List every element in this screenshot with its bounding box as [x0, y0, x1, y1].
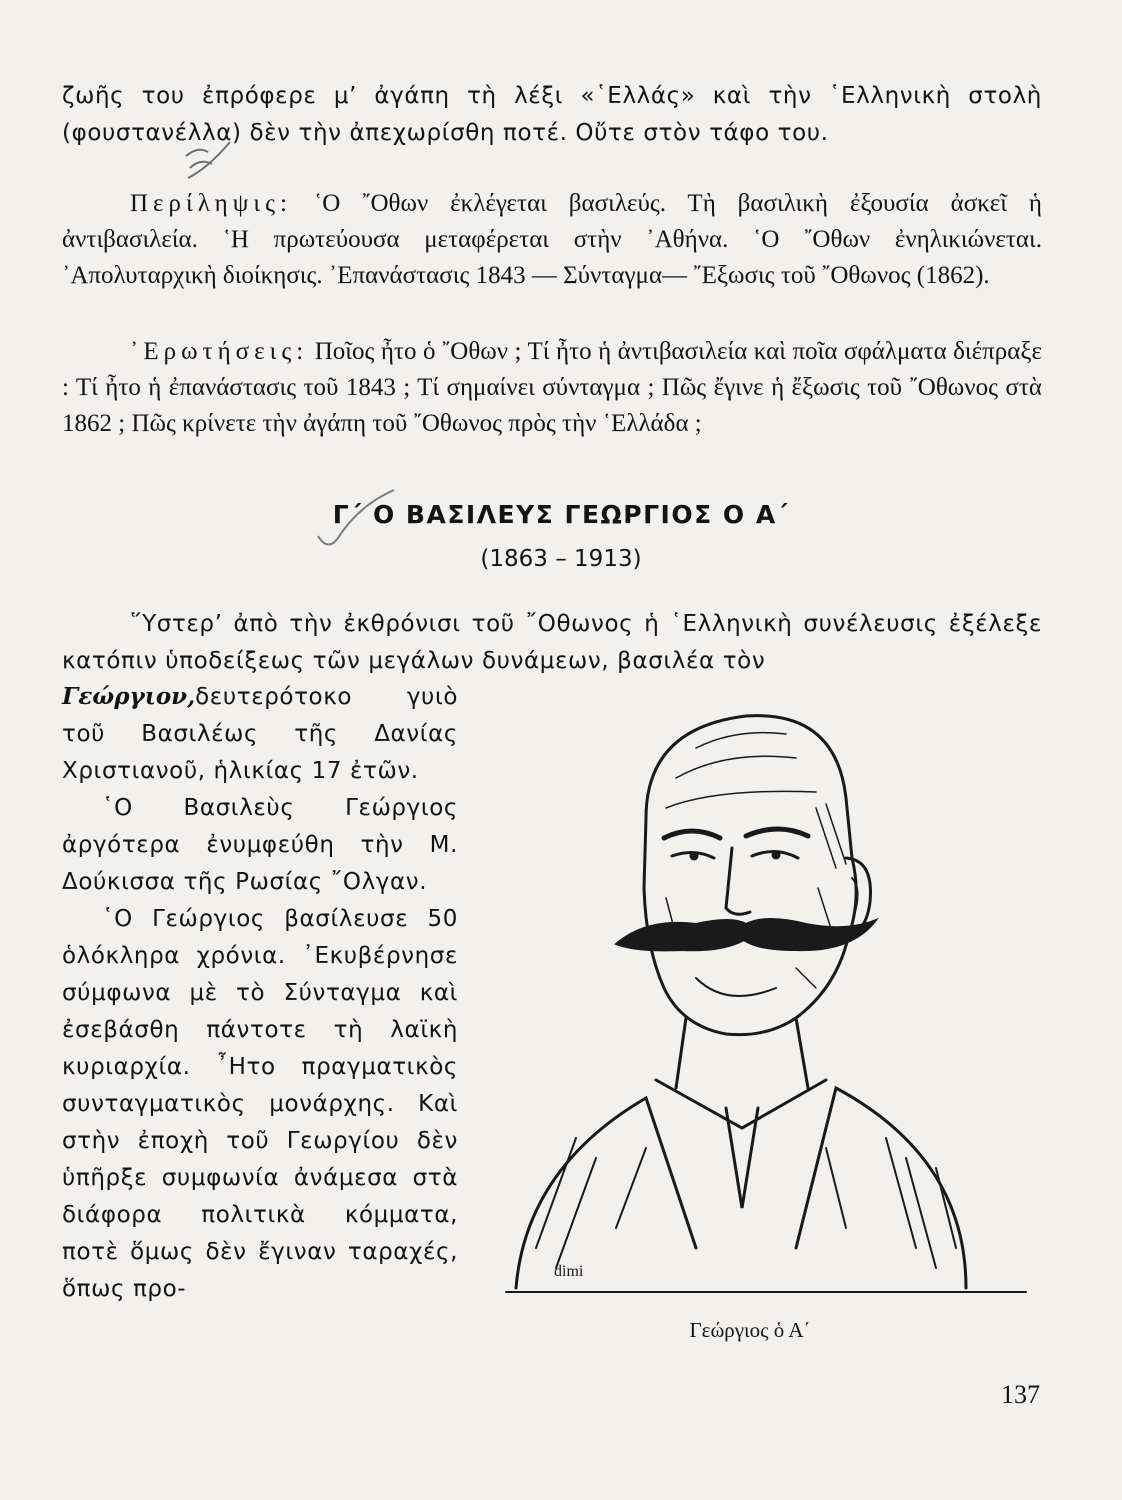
page-number: 137 [1001, 1380, 1040, 1409]
figure-caption: Γεώργιος ὁ Α΄ [689, 1318, 811, 1342]
intro-paragraph: ζωῆς του ἐπρόφερε μ’ ἀγάπη τὴ λέξι «῾Ελλάς» καὶ τὴν ῾Ελληνικὴ στολὴ (φουστανέλλα) δὲν τὴν ἀπεχωρίσθη ποτέ. Οὔτε στὸν τάφο του. [62, 83, 1042, 146]
summary-paragraph [62, 186, 1042, 294]
summary-text: ῾Ο ῎Οθων ἐκλέγεται βασιλεύς. Τὴ βασιλικὴ ἐξουσία ἀσκεῖ ἡ ἀντιβασιλεία. ῾Η πρωτεύουσα μεταφέρεται στὴν ᾿Αθήνα. ῾Ο ῎Οθων ἐνηλικιώνεται. ᾿Απολυταρχικὴ διοίκησις. ᾿Επανάστασις 1843 — Σύνταγμα— ῎Εξωσις τοῦ ῎Οθωνος (1862). [62, 190, 1043, 289]
summary-label: Περίληψις: [130, 190, 292, 217]
questions-label: ᾿Ερωτήσεις: [130, 338, 309, 365]
questions-paragraph [62, 334, 1042, 442]
body-paragraph-1-rest: δευτερότοκο γυιὸ τοῦ Βασιλέως τῆς Δανίας Χριστιανοῦ, ἡλικίας 17 ἐτῶν. [62, 684, 458, 784]
pencil-mark-icon [178, 138, 238, 188]
name-emphasis: Γεώργιον, [62, 683, 196, 710]
left-text-column [62, 678, 458, 1308]
questions-text: Ποῖος ἦτο ὁ ῎Οθων ; Τί ἦτο ἡ ἀντιβασιλεία καὶ ποῖα σφάλματα διέπραξε : Τί ἦτο ἡ ἐπανάστασις τοῦ 1843 ; Τί σημαίνει σύνταγμα ; Πῶς ἔγινε ἡ ἔξωσις τοῦ ῎Οθωνος στὰ 1862 ; Πῶς κρίνετε τὴν ἀγάπη τοῦ ῎Οθωνος πρὸς τὴν ῾Ελλάδα ; [62, 338, 1042, 437]
body-paragraph-1-continued [62, 678, 458, 790]
portrait-illustration [496, 688, 1036, 1300]
body-paragraph-2: ῾Ο Βασιλεὺς Γεώργιος ἀργότερα ἐνυμφεύθη τὴν Μ. Δούκισσα τῆς Ρωσίας ῎Ολγαν. [62, 795, 458, 895]
body-paragraph-1: ῞Υστερ’ ἀπὸ τὴν ἐκθρόνισι τοῦ ῎Οθωνος ἡ ῾Ελληνικὴ συνέλευσις ἐξέλεξε κατόπιν ὑποδείξεως τῶν μεγάλων δυνάμεων, βασιλέα τὸν [62, 611, 1042, 674]
body-paragraph-3: ῾Ο Γεώργιος βασίλευσε 50 ὁλόκληρα χρόνια. ᾿Εκυβέρνησε σύμφωνα μὲ τὸ Σύνταγμα καὶ ἐσεβάσθη πάντοτε τὴ λαϊκὴ κυριαρχία. ῏Ητο πραγματικὸς συνταγματικὸς μονάρχης. Καὶ στὴν ἐποχὴ τοῦ Γεωργίου δὲν ὑπῆρξε συμφωνία ἀνάμεσα στὰ διάφορα πολιτικὰ κόμματα, ποτὲ ὅμως δὲν ἔγιναν ταραχές, ὅπως προ- [62, 906, 458, 1302]
section-title: Γ΄ Ο ΒΑΣΙΛΕΥΣ ΓΕΩΡΓΙΟΣ Ο Α΄ [332, 500, 790, 529]
section-dates: (1863 – 1913) [480, 546, 642, 572]
artist-signature: dimi [554, 1263, 584, 1280]
